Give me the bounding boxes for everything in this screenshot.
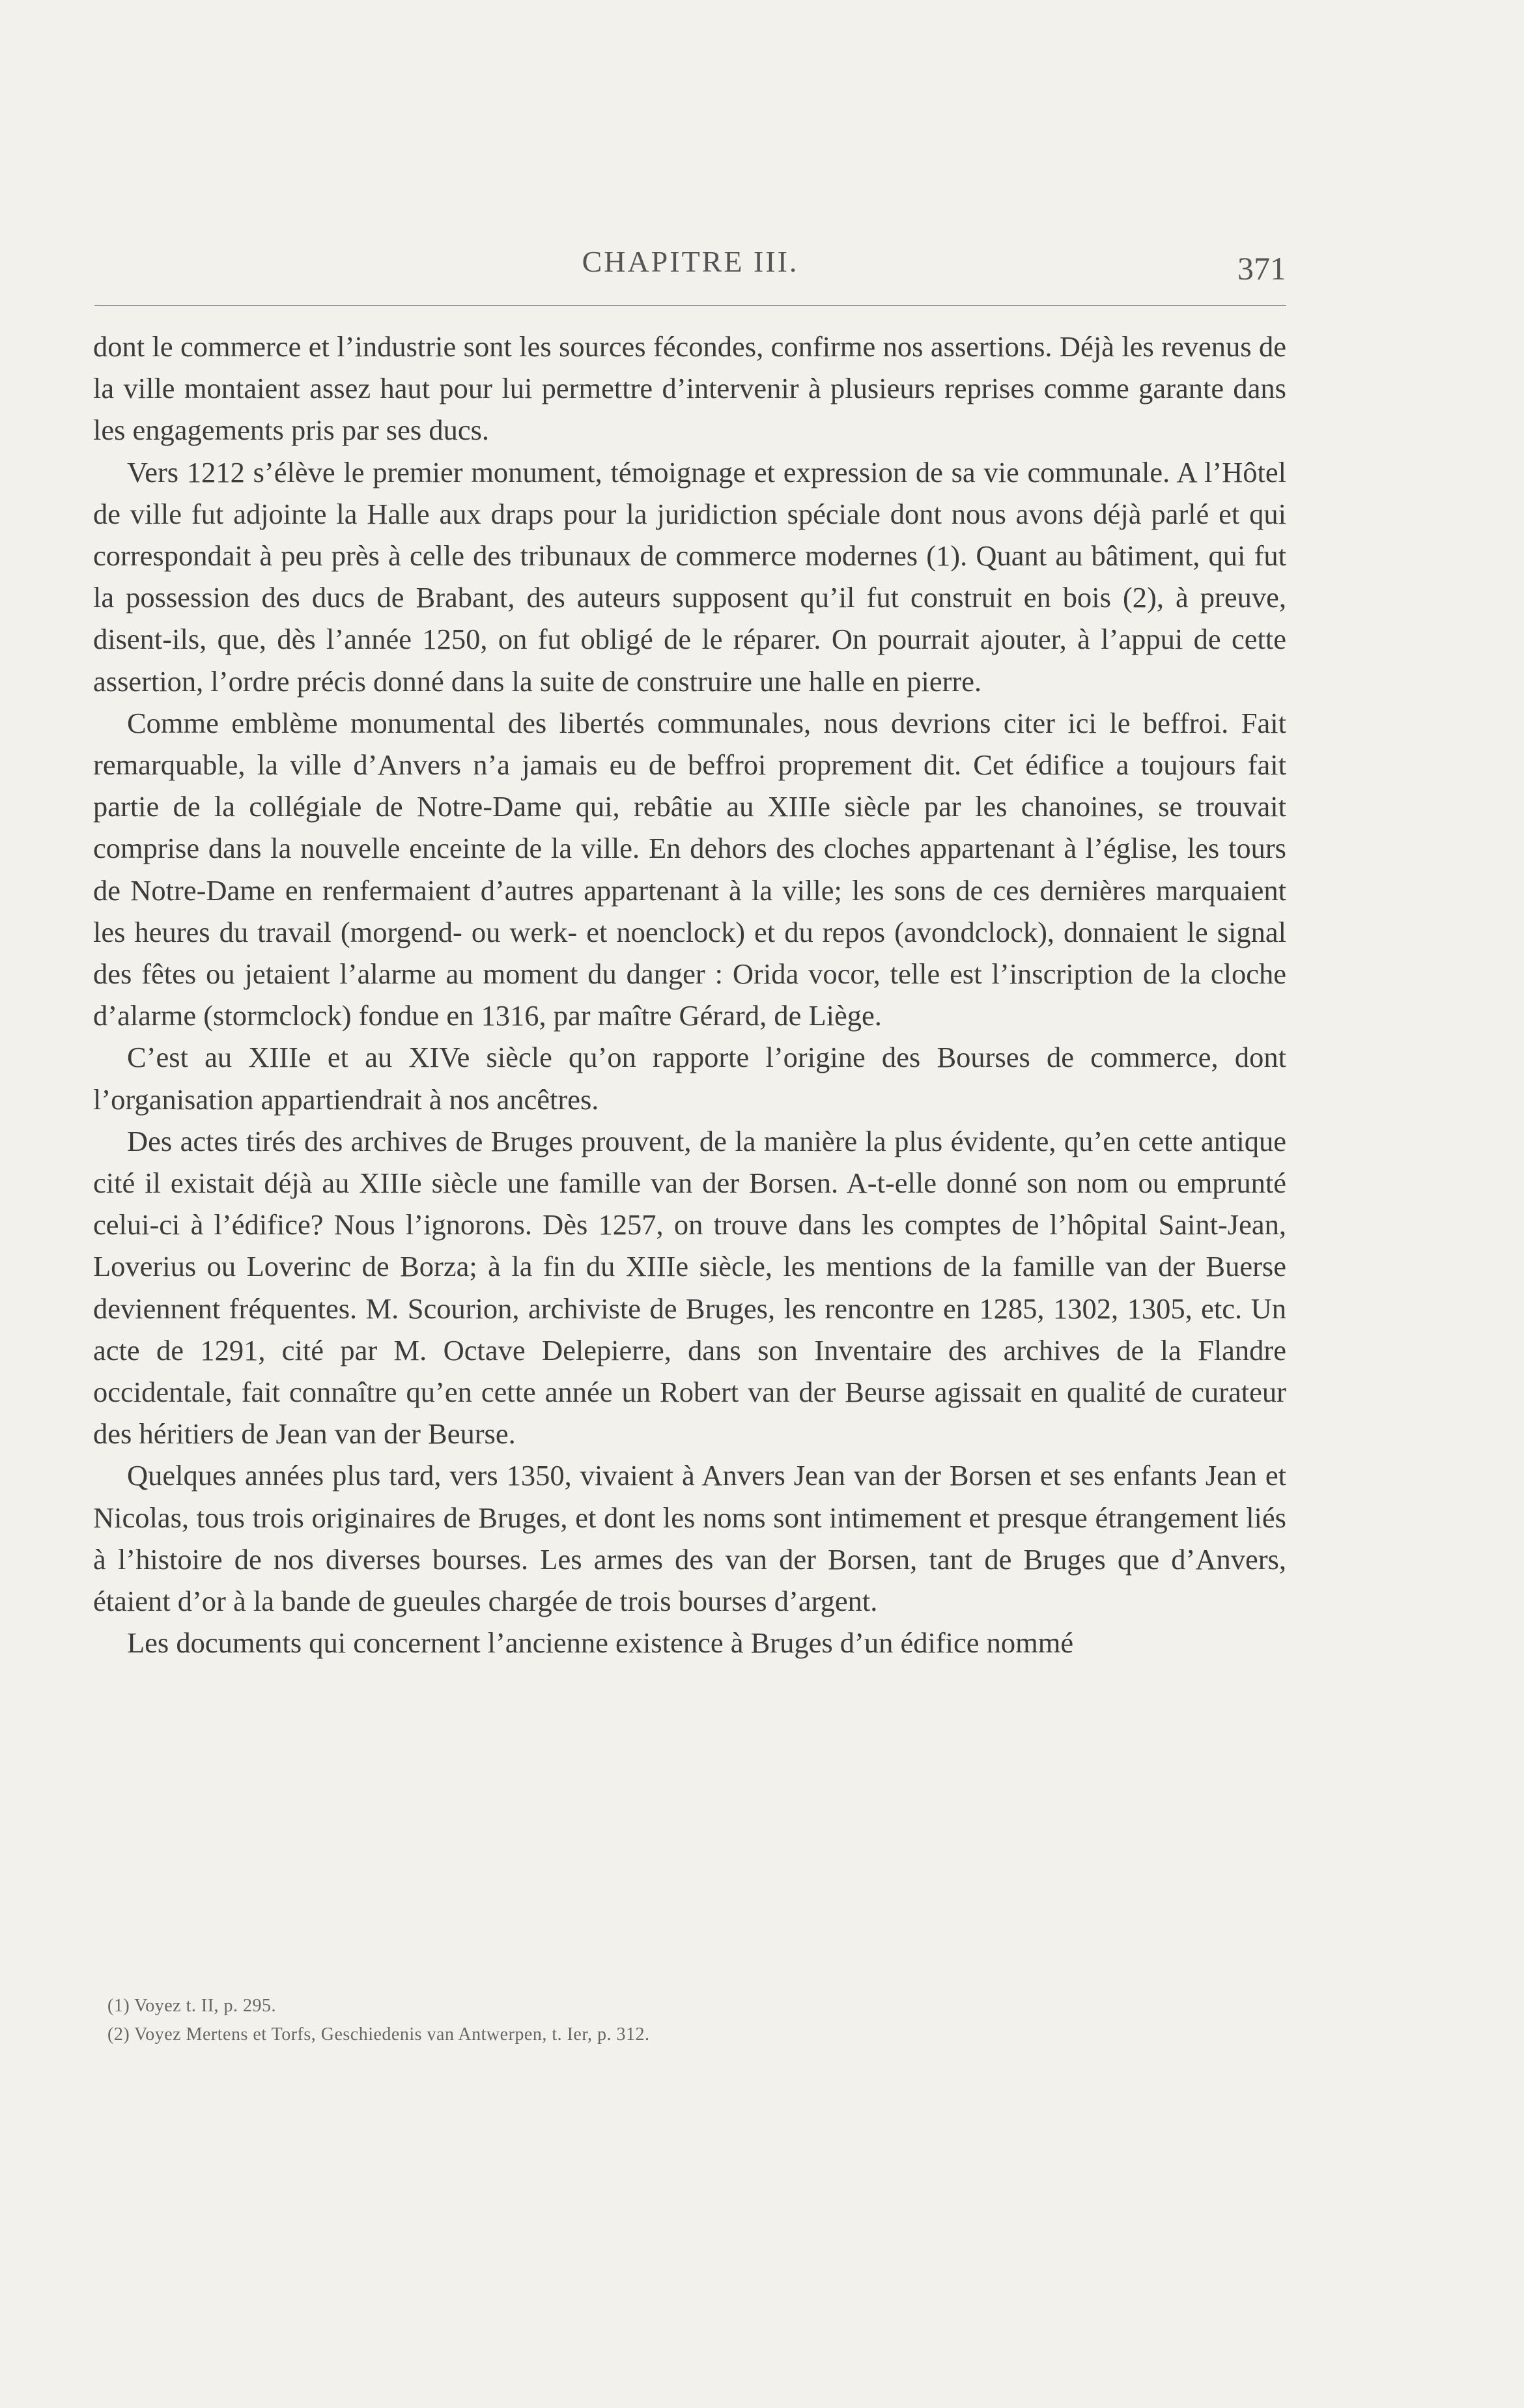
paragraph: Les documents qui concernent l’ancienne existence à Bruges d’un édifice nommé bbox=[127, 1626, 1074, 1660]
footnotes bbox=[107, 1992, 1280, 2049]
paragraph: Vers 1212 s’élève le premier monument, témoignage et expression de sa vie communale. A l’Hôtel de ville fut adjointe la Halle aux draps pour la juridiction spéciale dont nous avons déjà parlé et qui correspondait à peu près à celle des tribunaux de commerce modernes (1). Quant au bâtiment, qui fut la possession des ducs de Brabant, des auteurs supposent qu’il fut construit en bois (2), à preuve, disent-ils, que, dès l’année 1250, on fut obligé de le réparer. On pourrait ajouter, à l’appui de cette assertion, l’ordre précis donné dans la suite de construire une halle en pierre. bbox=[93, 455, 1286, 698]
paragraph: Comme emblème monumental des libertés communales, nous devrions citer ici le beffroi. Fait remarquable, la ville d’Anvers n’a jamais eu de beffroi proprement dit. Cet édifice a toujours fait partie de la collégiale de Notre-Dame qui, rebâtie au XIIIe siècle par les chanoines, se trouvait comprise dans la nouvelle enceinte de la ville. En dehors des cloches appartenant à l’église, les tours de Notre-Dame en renfermaient d’autres appartenant à la ville; les sons de ces dernières marquaient les heures du travail (morgend- ou werk- et noenclock) et du repos (avondclock), donnaient le signal des fêtes ou jetaient l’alarme au moment du danger : Orida vocor, telle est l’inscription de la cloche d’alarme (stormclock) fondue en 1316, par maître Gérard, de Liège. bbox=[93, 706, 1286, 1032]
footnote: (2) Voyez Mertens et Torfs, Geschiedenis van Antwerpen, t. Ier, p. 312. bbox=[107, 2024, 650, 2045]
paragraph: dont le commerce et l’industrie sont les sources fécondes, confirme nos assertions. Déjà les revenus de la ville montaient assez haut pour lui permettre d’intervenir à plusieurs reprises comme garante dans les engagements pris par ses ducs. bbox=[93, 330, 1286, 447]
page-number: 371 bbox=[1237, 250, 1286, 287]
header-rule bbox=[94, 305, 1286, 306]
running-head: CHAPITRE III. bbox=[582, 245, 799, 278]
body-text bbox=[93, 326, 1286, 1664]
footnote: (1) Voyez t. II, p. 295. bbox=[107, 1996, 277, 2016]
paragraph: C’est au XIIIe et au XIVe siècle qu’on rapporte l’origine des Bourses de commerce, dont l’organisation appartiendrait à nos ancêtres. bbox=[93, 1041, 1286, 1116]
paragraph: Quelques années plus tard, vers 1350, vivaient à Anvers Jean van der Borsen et ses enfants Jean et Nicolas, tous trois originaires de Bruges, et dont les noms sont intimement et presque étrangement liés à l’histoire de nos diverses bourses. Les armes des van der Borsen, tant de Bruges que d’Anvers, étaient d’or à la bande de gueules chargée de trois bourses d’argent. bbox=[93, 1459, 1286, 1618]
page-header bbox=[94, 244, 1286, 290]
paragraph: Des actes tirés des archives de Bruges prouvent, de la manière la plus évidente, qu’en cette antique cité il existait déjà au XIIIe siècle une famille van der Borsen. A-t-elle donné son nom ou emprunté celui-ci à l’édifice? Nous l’ignorons. Dès 1257, on trouve dans les comptes de l’hôpital Saint-Jean, Loverius ou Loverinc de Borza; à la fin du XIIIe siècle, les mentions de la famille van der Buerse deviennent fréquentes. M. Scourion, archiviste de Bruges, les rencontre en 1285, 1302, 1305, etc. Un acte de 1291, cité par M. Octave Delepierre, dans son Inventaire des archives de la Flandre occidentale, fait connaître qu’en cette année un Robert van der Beurse agissait en qualité de curateur des héritiers de Jean van der Beurse. bbox=[93, 1124, 1286, 1451]
